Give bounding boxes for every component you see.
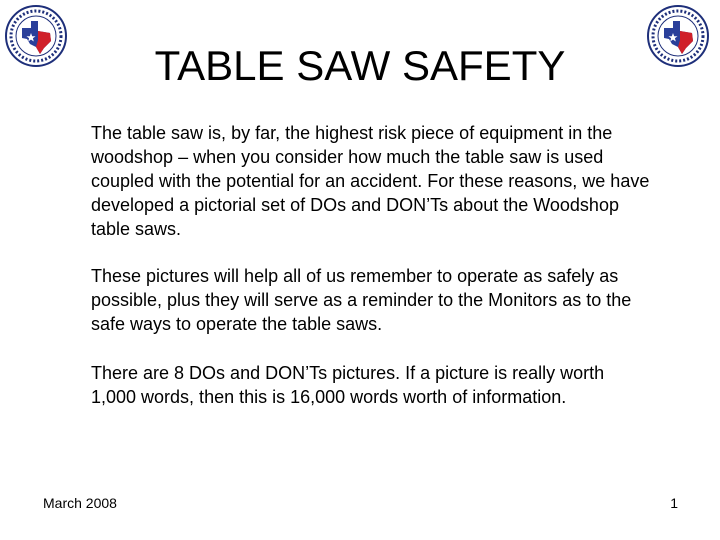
slide-title: TABLE SAW SAFETY — [154, 42, 566, 89]
footer-date: March 2008 — [43, 495, 117, 511]
paragraph-purpose: These pictures will help all of us remember to operate as safely as possible, plus they will serve as a reminder to the Monitors as to the safe ways to operate the table saws. — [91, 266, 632, 334]
slide-page-number: 1 — [670, 495, 678, 511]
paragraph-intro: The table saw is, by far, the highest risk piece of equipment in the woodshop – when you consider how much the table saw is used coupled with the potential for an accident. For these reasons, we have developed a pictorial set of DOs and DON’Ts about the Woodshop table saws. — [91, 123, 650, 239]
paragraph-count: There are 8 DOs and DON’Ts pictures. If a picture is really worth 1,000 words, then this is 16,000 words worth of information. — [91, 363, 605, 407]
